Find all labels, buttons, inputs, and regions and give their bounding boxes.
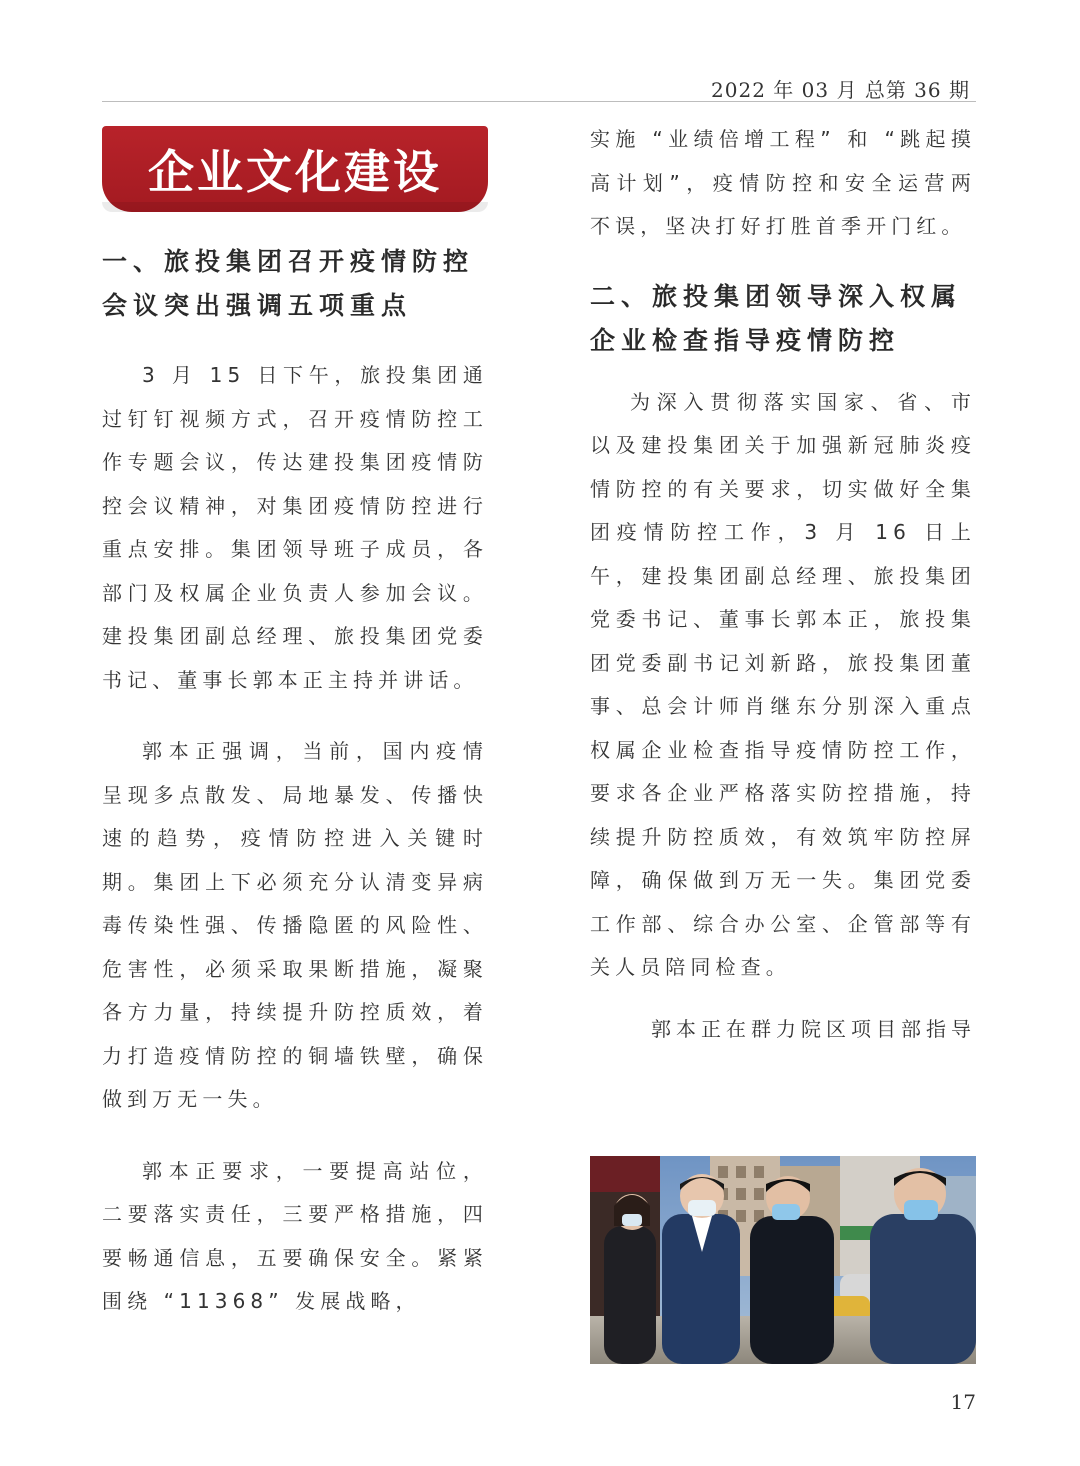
article-1-paragraph-3: 郭本正要求，一要提高站位，二要落实责任，三要严格措施，四要畅通信息，五要确保安全。紧紧围绕 “11368” 发展战略， [102, 1158, 488, 1313]
inspection-photo [590, 1156, 976, 1364]
article-1-paragraph-2: 郭本正强调，当前，国内疫情呈现多点散发、局地暴发、传播快速的趋势，疫情防控进入关键时期。集团上下必须充分认清变异病毒传染性强、传播隐匿的风险性、危害性，必须采取果断措施，凝聚各方力量，持续提升防控质效，着力打造疫情防控的铜墙铁壁，确保做到万无一失。 [102, 739, 488, 1111]
article-1-continuation: 实施 “业绩倍增工程” 和 “跳起摸高计划”，疫情防控和安全运营两不误，坚决打好打胜首季开门红。 [590, 127, 976, 238]
page-number: 17 [950, 1390, 976, 1414]
article-2-heading: 二、旅投集团领导深入权属企业检查指导疫情防控 [590, 281, 963, 355]
section-title: 企业文化建设 [148, 145, 442, 199]
page-header [102, 72, 976, 102]
left-column [102, 240, 488, 1352]
inspection-photo-illustration [590, 1156, 976, 1364]
article-2-paragraph: 为深入贯彻落实国家、省、市以及建投集团关于加强新冠肺炎疫情防控的有关要求，切实做好全集团疫情防控工作，3 月 16 日上午，建投集团副总经理、旅投集团党委书记、董事长郭本正，旅投集团党委副书记刘新路，旅投集团董事、总会计师肖继东分别深入重点权属企业检查指导疫情防控工作，要求各企业严格落实防控措施，持续提升防控质效，有效筑牢防控屏障，确保做到万无一失。集团党委工作部、综合办公室、企管部等有关人员陪同检查。 [590, 389, 976, 979]
issue-label: 2022 年 03 月 总第 36 期 [711, 78, 970, 102]
article-1-heading: 一、旅投集团召开疫情防控会议突出强调五项重点 [102, 247, 475, 320]
article-1-paragraph-1: 3 月 15 日下午，旅投集团通过钉钉视频方式，召开疫情防控工作专题会议，传达建投集团疫情防控会议精神，对集团疫情防控进行重点安排。集团领导班子成员，各部门及权属企业负责人参加会议。建投集团副总经理、旅投集团党委书记、董事长郭本正主持并讲话。 [102, 363, 488, 692]
right-column [590, 118, 976, 1051]
photo-caption: 郭本正在群力院区项目部指导 [651, 1016, 976, 1041]
section-banner [102, 126, 488, 212]
